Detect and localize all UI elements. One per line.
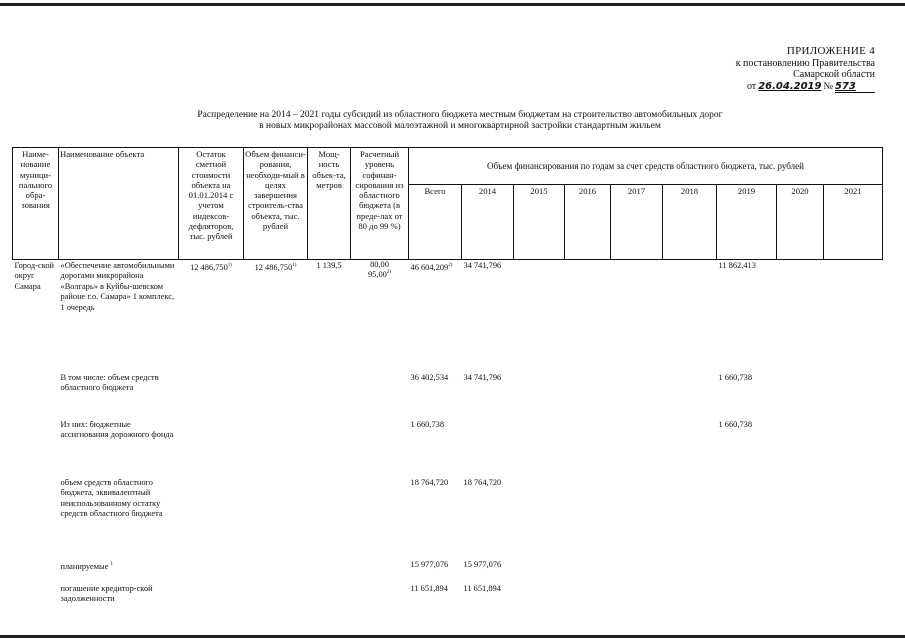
cofinancing-value-2: 95,00$^{2)}$ — [367, 269, 391, 279]
page-bottom-border — [0, 635, 905, 638]
total-cell: 46 604,209$^{2)}$ — [409, 260, 462, 373]
document-title-line-2: в новых микрорайонах массовой малоэтажной и многоквартирной застройки стандартным жильем — [259, 121, 661, 131]
header-balance: Остаток сметной стоимости объекта на 01.01.2014 с учетом индексов-дефляторов, тыс. рублей — [179, 148, 244, 260]
appendix-title: ПРИЛОЖЕНИЕ 4 — [786, 45, 875, 57]
number-label: № — [823, 80, 833, 92]
header-by-years: Объем финансирования по годам за счет средств областного бюджета, тыс. рублей — [409, 148, 883, 185]
header-year-2014: 2014 — [462, 185, 514, 260]
financing-cell: 12 486,750$^{1)}$ — [244, 260, 308, 373]
appendix-block — [700, 46, 875, 93]
cofinancing-value-1: 80,00 — [370, 260, 389, 269]
date-prefix: от — [746, 80, 757, 92]
page-top-border — [0, 3, 905, 6]
header-year-2015: 2015 — [514, 185, 565, 260]
document-title-line-1: Распределение на 2014 – 2021 годы субсидий из областного бюджета местным бюджетам на строительство автомобильных дорог — [197, 110, 723, 120]
table-row — [13, 559, 883, 583]
header-capacity: Мощ-ность объек-та, метров — [308, 148, 351, 260]
cofinancing-cell — [351, 260, 409, 373]
header-year-2016: 2016 — [565, 185, 611, 260]
header-year-2020: 2020 — [777, 185, 824, 260]
total-cell: 18 764,720 — [410, 478, 449, 487]
table-row — [13, 372, 883, 419]
document-title — [140, 110, 780, 132]
total-cell: 36 402,534 — [410, 373, 449, 382]
header-year-2017: 2017 — [611, 185, 663, 260]
table-row — [13, 419, 883, 477]
object-label: планируемые $^1$ — [60, 561, 113, 571]
appendix-line-1: к постановлению Правительства — [735, 57, 875, 69]
y2019-cell — [717, 583, 777, 609]
y2019-cell: 1 660,738 — [718, 420, 752, 429]
object-label: «Обеспечение автомобильными дорогами микрорайона «Волгарь» в Куйбы-шевском районе г.о. Самара» 1 комплекс, 1 очередь — [59, 260, 179, 373]
subsidy-table — [12, 147, 883, 609]
y2019-cell: 1 660,738 — [718, 373, 752, 382]
appendix-line-2: Самарской области — [793, 69, 875, 80]
total-cell: 11 651,894 — [410, 584, 448, 593]
y2014-cell: 18 764,720 — [463, 478, 502, 487]
y2019-cell — [717, 477, 777, 559]
object-label: Из них: бюджетные ассигнования дорожного фонда — [60, 420, 174, 440]
header-year-2018: 2018 — [663, 185, 717, 260]
table-row — [13, 583, 883, 609]
total-cell: 1 660,738 — [410, 420, 444, 429]
date-value: 26.04.2019 — [758, 80, 822, 92]
y2014-cell: 34 741,796 — [463, 373, 502, 382]
balance-cell: 12 486,750$^{1)}$ — [179, 260, 244, 373]
capacity-cell: 1 139,5 — [308, 260, 351, 373]
header-total: Всего — [409, 185, 462, 260]
y2019-cell — [717, 559, 777, 583]
footnote-marker: 1 — [110, 562, 113, 567]
header-year-2021: 2021 — [824, 185, 883, 260]
appendix-date-line — [700, 81, 875, 94]
y2014-cell: 15 977,076 — [463, 560, 502, 569]
object-label: В том числе: объем средств областного бюджета — [60, 373, 159, 393]
object-label: погашение кредитор-ской задолженности — [60, 584, 153, 604]
y2014-cell — [462, 419, 514, 477]
y2019-cell: 11 862,413 — [717, 260, 777, 373]
total-cell: 15 977,076 — [410, 560, 449, 569]
header-object: Наименование объекта — [59, 148, 179, 260]
header-financing-volume: Объем финанси-рования, необходи-мый в целях завершения строитель-ства объекта, тыс. рублей — [244, 148, 308, 260]
table-row — [13, 260, 883, 373]
header-municipality: Наиме-нование муници-пального обра-зования — [13, 148, 59, 260]
number-value: 573 — [835, 81, 875, 94]
y2014-cell: 11 651,894 — [463, 584, 501, 593]
y2014-cell: 34 741,796 — [462, 260, 514, 373]
table-row — [13, 477, 883, 559]
header-cofinancing: Расчетный уровень софинан-сирования из областного бюджета (в преде-лах от 80 до 99 %) — [351, 148, 409, 260]
header-year-2019: 2019 — [717, 185, 777, 260]
object-label: объем средств областного бюджета, эквивалентный неиспользованному остатку средств областного бюджета — [60, 478, 163, 519]
municipality-cell: Город-ской округ Самара — [13, 260, 59, 610]
